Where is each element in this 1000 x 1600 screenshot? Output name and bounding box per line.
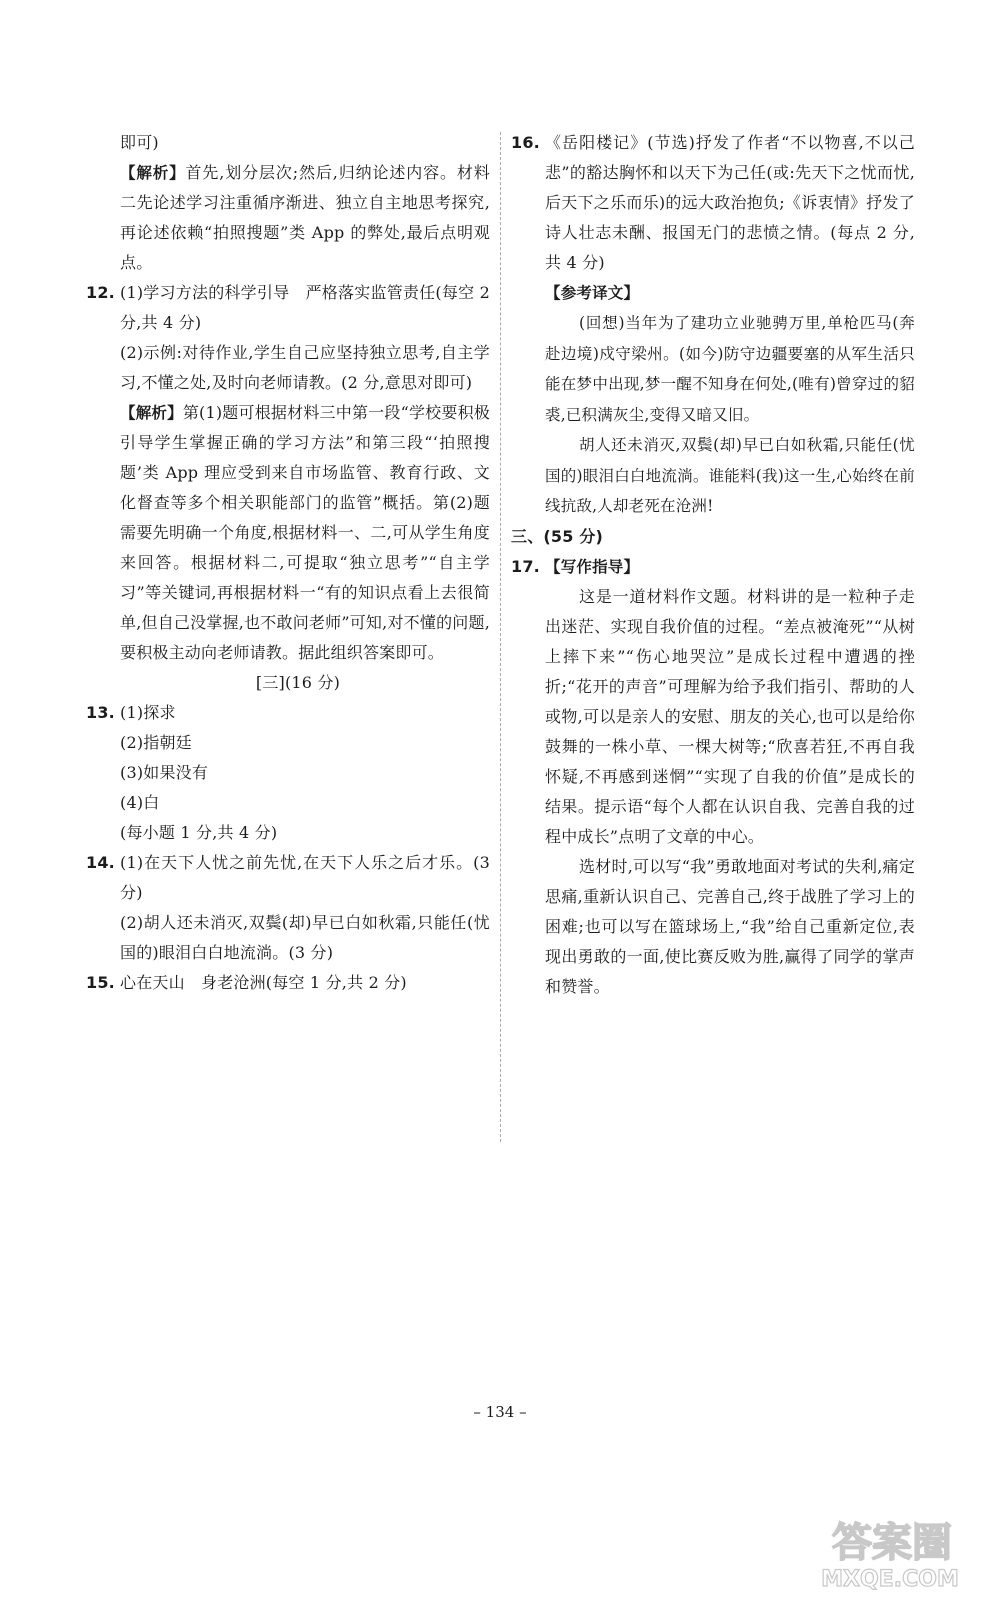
- continued-text: 即可): [120, 133, 159, 152]
- answer-14-2: (2)胡人还未消灭,双鬓(却)早已白如秋霜,只能任(忧国的)眼泪白白地流淌。(3 分): [120, 913, 490, 962]
- question-number: 14.: [86, 853, 115, 872]
- analysis-tag: 【解析】: [120, 404, 183, 422]
- answer-13-3: (3)如果没有: [120, 763, 209, 782]
- answer-13-2: (2)指朝廷: [120, 733, 192, 752]
- question-16: [511, 128, 915, 522]
- answer-13-1: (1)探求: [120, 703, 176, 722]
- answer-13-4: (4)白: [120, 793, 160, 812]
- writing-guide-paragraph-1: 这是一道材料作文题。材料讲的是一粒种子走出迷茫、实现自我价值的过程。“差点被淹死”“从树上摔下来”“伤心地哭泣”是成长过程中遭遇的挫折;“花开的声音”可理解为给予我们指引、帮助的人或物,可以是亲人的安慰、朋友的关心,也可以是给你鼓舞的一株小草、一棵大树等;“欣喜若狂,不再自我怀疑,不再感到迷惘”“实现了自我的价值”是成长的结果。提示语“每个人都在认识自我、完善自我的过程中成长”点明了文章的中心。: [545, 586, 915, 846]
- question-number: 15.: [86, 973, 115, 992]
- score-note: (每小题 1 分,共 4 分): [120, 823, 278, 842]
- question-12: [86, 278, 490, 668]
- question-number: 13.: [86, 703, 115, 722]
- translation-tag: 【参考译文】: [545, 284, 640, 302]
- answer-15: 心在天山 身老沧洲(每空 1 分,共 2 分): [120, 973, 407, 992]
- analysis-q12: [120, 398, 490, 668]
- question-13: [86, 698, 490, 848]
- writing-guide-tag: 【写作指导】: [545, 557, 640, 576]
- answer-12-2: (2)示例:对待作业,学生自己应坚持独立思考,自主学习,不懂之处,及时向老师请教。(2 分,意思对即可): [120, 343, 490, 392]
- answer-12-1: (1)学习方法的科学引导 严格落实监管责任(每空 2 分,共 4 分): [120, 283, 490, 332]
- watermark-logo-text: 答案圈: [832, 1520, 952, 1566]
- analysis-tag: 【解析】: [120, 164, 186, 182]
- part-three-heading: 三、(55 分): [511, 526, 604, 546]
- answer-14-1: (1)在天下人忧之前先忧,在天下人乐之后才乐。(3 分): [120, 853, 490, 902]
- question-17: [511, 552, 915, 1002]
- question-number: 12.: [86, 283, 115, 302]
- analysis-q11: [86, 158, 490, 278]
- analysis-text: 首先,划分层次;然后,归纳论述内容。材料二先论述学习注重循序渐进、独立自主地思考探究,再论述依赖“拍照搜题”类 App 的弊处,最后点明观点。: [120, 163, 490, 272]
- answer-16: 《岳阳楼记》(节选)抒发了作者“不以物喜,不以己悲”的豁达胸怀和以天下为己任(或:先天下之忧而忧,后天下之乐而乐)的远大政治抱负;《诉衷情》抒发了诗人壮志未酬、报国无门的悲愤之情。(每点 2 分,共 4 分): [545, 133, 915, 272]
- translation-paragraph-2: 胡人还未消灭,双鬓(却)早已白如秋霜,只能任(忧国的)眼泪白白地流淌。谁能料(我)这一生,心始终在前线抗敌,人却老死在沧洲!: [545, 436, 915, 515]
- question-number: 16.: [511, 133, 540, 152]
- page-number: – 134 –: [473, 1403, 527, 1421]
- section-title: [三](16 分): [255, 673, 341, 692]
- column-divider: [500, 132, 501, 1142]
- right-column: [511, 128, 915, 1002]
- writing-guide-paragraph-2: 选材时,可以写“我”勇敢地面对考试的失利,痛定思痛,重新认识自己、完善自己,终于战胜了学习上的困难;也可以写在篮球场上,“我”给自己重新定位,表现出勇敢的一面,使比赛反败为胜,赢得了同学的掌声和赞誉。: [545, 856, 915, 996]
- watermark-url: MXQE.COM: [821, 1567, 959, 1590]
- translation-paragraph-1: (回想)当年为了建功立业驰骋万里,单枪匹马(奔赴边境)戍守梁州。(如今)防守边疆要塞的从军生活只能在梦中出现,梦一醒不知身在何处,(唯有)曾穿过的貂裘,已积满灰尘,变得又暗又旧。: [545, 314, 915, 424]
- left-column: [86, 128, 490, 998]
- analysis-text: 第(1)题可根据材料三中第一段“学校要积极引导学生掌握正确的学习方法”和第三段“‘拍照搜题’类 App 理应受到来自市场监管、教育行政、文化督查等多个相关职能部门的监管”概括。第(2)题需要先明确一个角度,根据材料一、二,可从学生角度来回答。根据材料二,可提取“独立思考”“自主学习”等关键词,再根据材料一“有的知识点看上去很简单,但自己没掌握,也不敢问老师”可知,对不懂的问题,要积极主动向老师请教。据此组织答案即可。: [120, 403, 490, 662]
- question-15: [86, 968, 490, 998]
- watermark-logo: [800, 1510, 980, 1590]
- question-number: 17.: [511, 556, 540, 576]
- question-14: [86, 848, 490, 968]
